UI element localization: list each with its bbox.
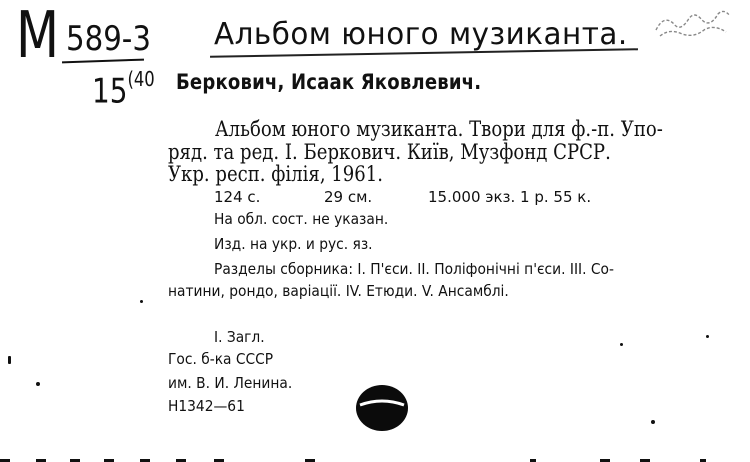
note-title-page: На обл. сост. не указан. — [214, 210, 389, 228]
speck — [706, 335, 709, 338]
edition: 15.000 экз. 1 р. 55 к. — [428, 188, 592, 206]
card-number: Н1342—61 — [168, 397, 245, 415]
handwritten-title: Альбом юного музиканта. — [214, 17, 628, 52]
shelf-letter: М — [16, 0, 60, 73]
size: 29 см. — [324, 188, 373, 206]
note-language: Изд. на укр. и рус. яз. — [214, 235, 373, 253]
library-line-1: Гос. б-ка СССР — [168, 350, 274, 368]
tracing: І. Загл. — [214, 328, 265, 346]
speck — [651, 420, 655, 424]
punch-hole — [354, 383, 410, 433]
library-line-2: им. В. И. Ленина. — [168, 374, 293, 392]
speck — [140, 300, 143, 303]
description-line-1: Альбом юного музиканта. Твори для ф.-п. Упо- — [215, 117, 663, 141]
note-contents-2: натини, рондо, варіації. IV. Етюди. V. Ансамблі. — [168, 282, 509, 300]
call-number-top: 589-3 — [66, 19, 151, 59]
pages-count: 124 с. — [214, 188, 261, 206]
faded-stamp — [650, 6, 736, 40]
description-line-3: Укр. респ. філія, 1961. — [168, 162, 384, 186]
description-line-2: ряд. та ред. І. Беркович. Київ, Музфонд СРСР. — [168, 140, 611, 164]
speck — [620, 343, 623, 346]
speck — [36, 382, 40, 386]
note-contents-1: Разделы сборника: І. П'єси. ІІ. Поліфонічні п'єси. ІІІ. Со- — [214, 260, 614, 278]
speck — [8, 356, 11, 364]
author-heading: Беркович, Исаак Яковлевич. — [176, 70, 482, 94]
call-number-bottom-sup: (40 — [127, 67, 155, 91]
call-number-divider — [62, 59, 144, 64]
call-number-bottom — [92, 66, 155, 112]
call-number-bottom-main: 15 — [92, 71, 128, 112]
